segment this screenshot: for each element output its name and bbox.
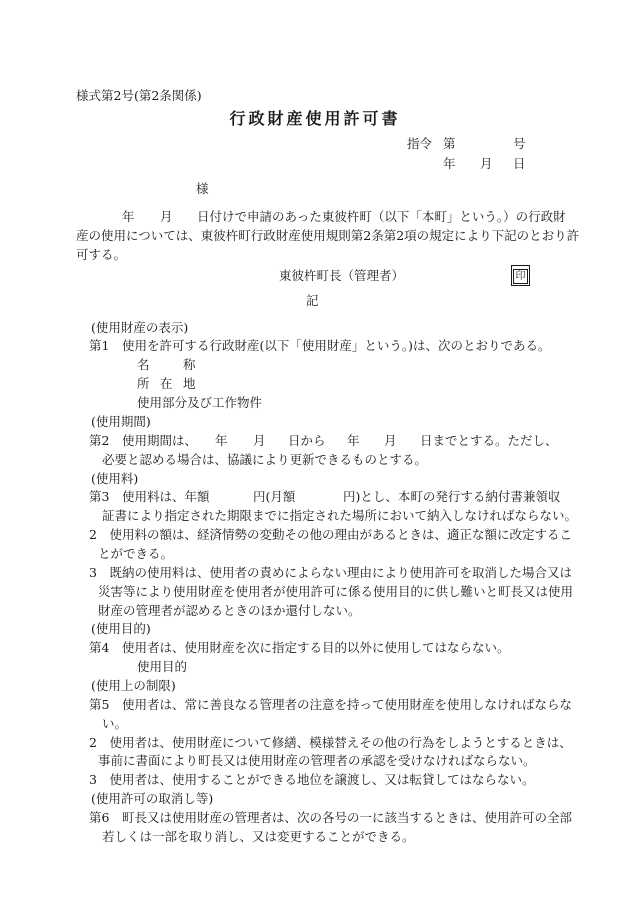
s2-day1: 日から bbox=[288, 433, 326, 448]
s6-heading: (使用許可の取消し等) bbox=[91, 791, 214, 806]
seal-stamp bbox=[511, 265, 530, 286]
ki-heading: 記 bbox=[306, 293, 319, 308]
order-go: 号 bbox=[513, 136, 526, 151]
order-dai: 第 bbox=[443, 136, 456, 151]
s3-para2: 2 使用料の額は、経済情勢の変動その他の理由があるときは、適正な額に改定するこ bbox=[89, 527, 572, 542]
s5-heading: (使用上の制限) bbox=[91, 678, 176, 693]
s6-continuation: 若しくは一部を取り消し、又は変更することができる。 bbox=[102, 829, 415, 844]
order-prefix: 指令 bbox=[407, 136, 433, 151]
s2-month1: 月 bbox=[253, 433, 266, 448]
s3-para2-cont: とができる。 bbox=[98, 546, 174, 561]
s2-article: 第2 使用期間は、 bbox=[89, 433, 197, 448]
s1-item-loc-b: 在 bbox=[160, 376, 173, 391]
s1-heading: (使用財産の表示) bbox=[91, 320, 189, 335]
s3-monthly: 円(月額 bbox=[253, 489, 296, 504]
s3-para3-cont1: 災害等により使用財産を使用者が使用許可に係る使用目的に供し難いと町長又は使用 bbox=[98, 584, 574, 599]
date-day: 日 bbox=[513, 156, 526, 171]
intro-line3: 可する。 bbox=[76, 247, 127, 262]
s4-article: 第4 使用者は、使用財産を次に指定する目的以外に使用してはならない。 bbox=[89, 640, 510, 655]
s3-continuation: 証書により指定された期限までに指定された場所において納入しなければならない。 bbox=[102, 508, 578, 523]
intro-year: 年 bbox=[122, 209, 135, 224]
form-number: 様式第2号(第2条関係) bbox=[76, 88, 202, 103]
s3-article: 第3 使用料は、年額 bbox=[89, 489, 210, 504]
s3-para3: 3 既納の使用料は、使用者の責めによらない理由により使用許可を取消した場合又は bbox=[89, 565, 572, 580]
s2-year1: 年 bbox=[215, 433, 228, 448]
document-title: 行政財産使用許可書 bbox=[229, 109, 401, 128]
s5-para2-cont: 事前に書面により町長又は使用財産の管理者の承認を受けなければならない。 bbox=[98, 753, 536, 768]
intro-line2: 産の使用については、東彼杵町行政財産使用規則第2条第2項の規定により下記のとおり許 bbox=[76, 228, 580, 243]
s1-article: 第1 使用を許可する行政財産(以下「使用財産」という。)は、次のとおりである。 bbox=[89, 338, 551, 353]
s1-item-parts: 使用部分及び工作物件 bbox=[137, 395, 263, 410]
mayor-signature: 東彼杵町長（管理者） bbox=[279, 268, 405, 283]
s5-para3: 3 使用者は、使用することができる地位を譲渡し、又は転貸してはならない。 bbox=[89, 772, 535, 787]
seal-icon: 印 bbox=[513, 269, 528, 284]
s6-article: 第6 町長又は使用財産の管理者は、次の各号の一に該当するときは、使用許可の全部 bbox=[89, 810, 572, 825]
s3-rest: 円)とし、本町の発行する納付書兼領収 bbox=[343, 489, 561, 504]
s2-continuation: 必要と認める場合は、協議により更新できるものとする。 bbox=[102, 452, 428, 467]
s4-item: 使用目的 bbox=[137, 659, 188, 674]
s5-article: 第5 使用者は、常に善良なる管理者の注意を持って使用財産を使用しなければならな bbox=[89, 697, 572, 712]
s4-heading: (使用目的) bbox=[91, 621, 151, 636]
s2-heading: (使用期間) bbox=[91, 414, 151, 429]
s2-month2: 月 bbox=[384, 433, 397, 448]
s2-day2: 日までとする。ただし、 bbox=[420, 433, 558, 448]
date-month: 月 bbox=[480, 156, 493, 171]
s1-item-name-a: 名 bbox=[137, 357, 150, 372]
s1-item-loc-c: 地 bbox=[183, 376, 196, 391]
s3-heading: (使用料) bbox=[91, 471, 139, 486]
s1-item-name-b: 称 bbox=[183, 357, 196, 372]
s5-continuation: い。 bbox=[102, 716, 128, 731]
s2-year2: 年 bbox=[347, 433, 360, 448]
s1-item-loc-a: 所 bbox=[137, 376, 150, 391]
intro-month: 月 bbox=[160, 209, 173, 224]
intro-line1: 日付けで申請のあった東彼杵町（以下「本町」という。）の行政財 bbox=[197, 209, 566, 224]
s3-para3-cont2: 財産の管理者が認めるときのほか還付しない。 bbox=[98, 603, 361, 618]
date-year: 年 bbox=[443, 156, 456, 171]
s5-para2: 2 使用者は、使用財産について修繕、模様替えその他の行為をしようとするときは、 bbox=[89, 735, 572, 750]
addressee-sama: 様 bbox=[196, 181, 209, 196]
